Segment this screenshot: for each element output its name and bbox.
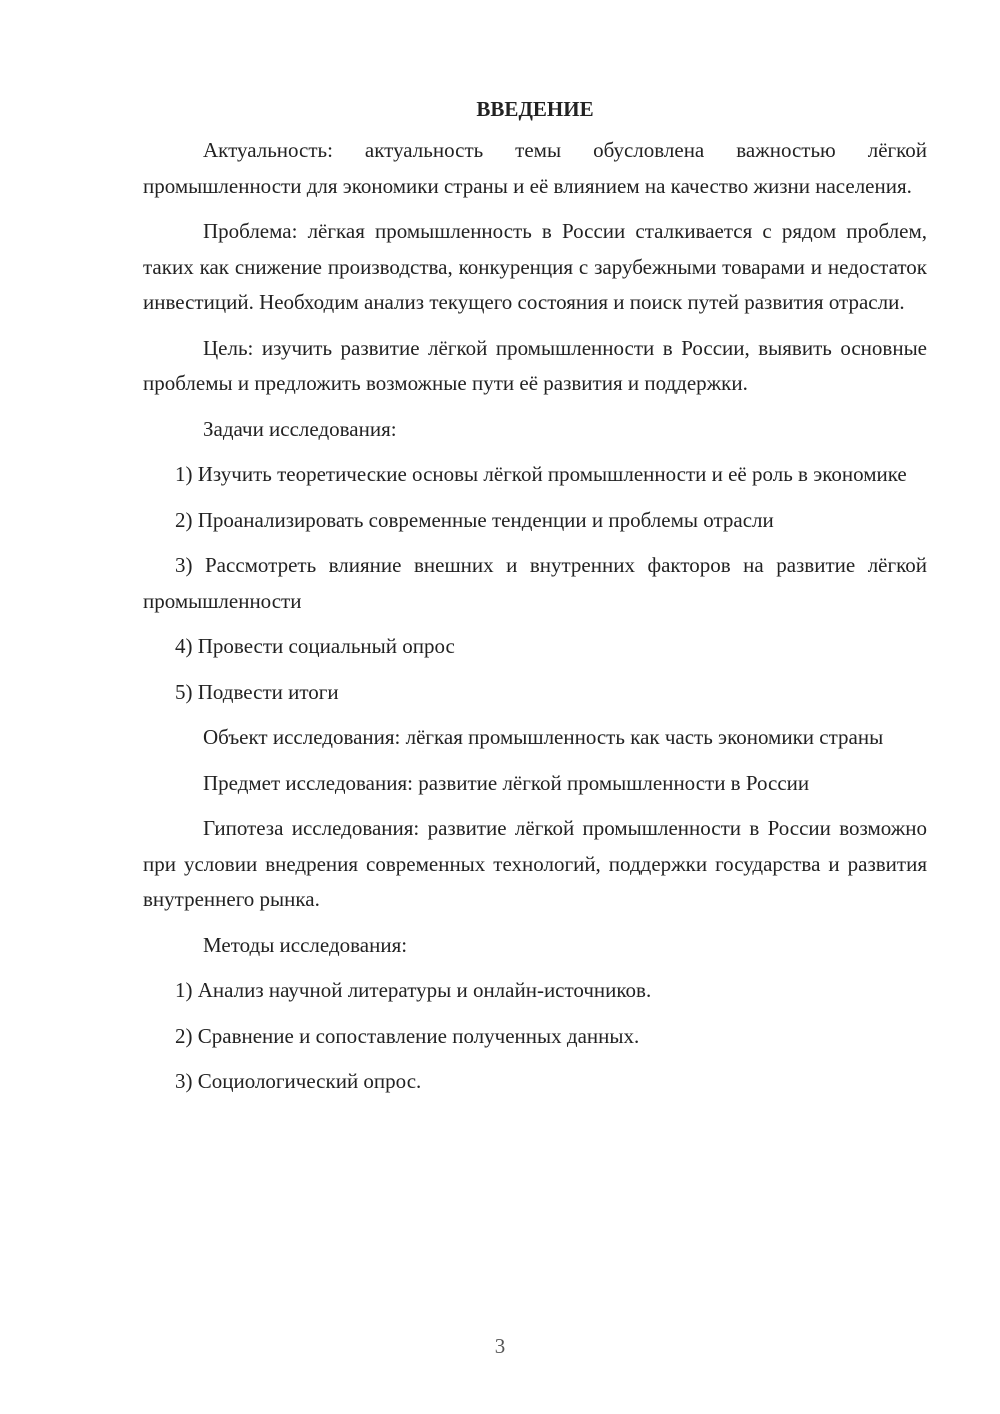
tasks-heading: Задачи исследования: [203,416,397,441]
problem-paragraph: Проблема: лёгкая промышленность в России сталкивается с рядом проблем, таких как снижение производства, конкуренция с зарубежными товарами и недостаток инвестиций. Необходим анализ текущего состояния и поиск путей развития отрасли. [143,219,927,314]
task-item-5: 5) Подвести итоги [175,679,339,704]
subject-paragraph: Предмет исследования: развитие лёгкой промышленности в России [203,770,810,795]
methods-heading: Методы исследования: [203,932,408,957]
task-item-1: 1) Изучить теоретические основы лёгкой промышленности и её роль в экономике [175,462,907,486]
relevance-paragraph: Актуальность: актуальность темы обусловлена важностью лёгкой промышленности для экономики страны и её влиянием на качество жизни населения. [143,138,927,198]
goal-paragraph: Цель: изучить развитие лёгкой промышленности в России, выявить основные проблемы и предложить возможные пути её развития и поддержки. [143,335,927,395]
object-paragraph: Объект исследования: лёгкая промышленность как часть экономики страны [203,725,884,749]
method-item-1: 1) Анализ научной литературы и онлайн-источников. [175,978,652,1002]
page-number: 3 [494,1334,506,1358]
task-item-2: 2) Проанализировать современные тенденции и проблемы отрасли [175,507,774,532]
section-title: ВВЕДЕНИЕ [476,97,594,121]
task-item-3: 3) Рассмотреть влияние внешних и внутренних факторов на развитие лёгкой промышленности [143,553,927,613]
method-item-3: 3) Социологический опрос. [175,1069,422,1093]
hypothesis-paragraph: Гипотеза исследования: развитие лёгкой промышленности в России возможно при условии внедрения современных технологий, поддержки государства и развития внутреннего рынка. [143,816,927,911]
method-item-2: 2) Сравнение и сопоставление полученных данных. [175,1023,640,1048]
task-item-4: 4) Провести социальный опрос [175,634,455,658]
page-body [143,91,927,1110]
